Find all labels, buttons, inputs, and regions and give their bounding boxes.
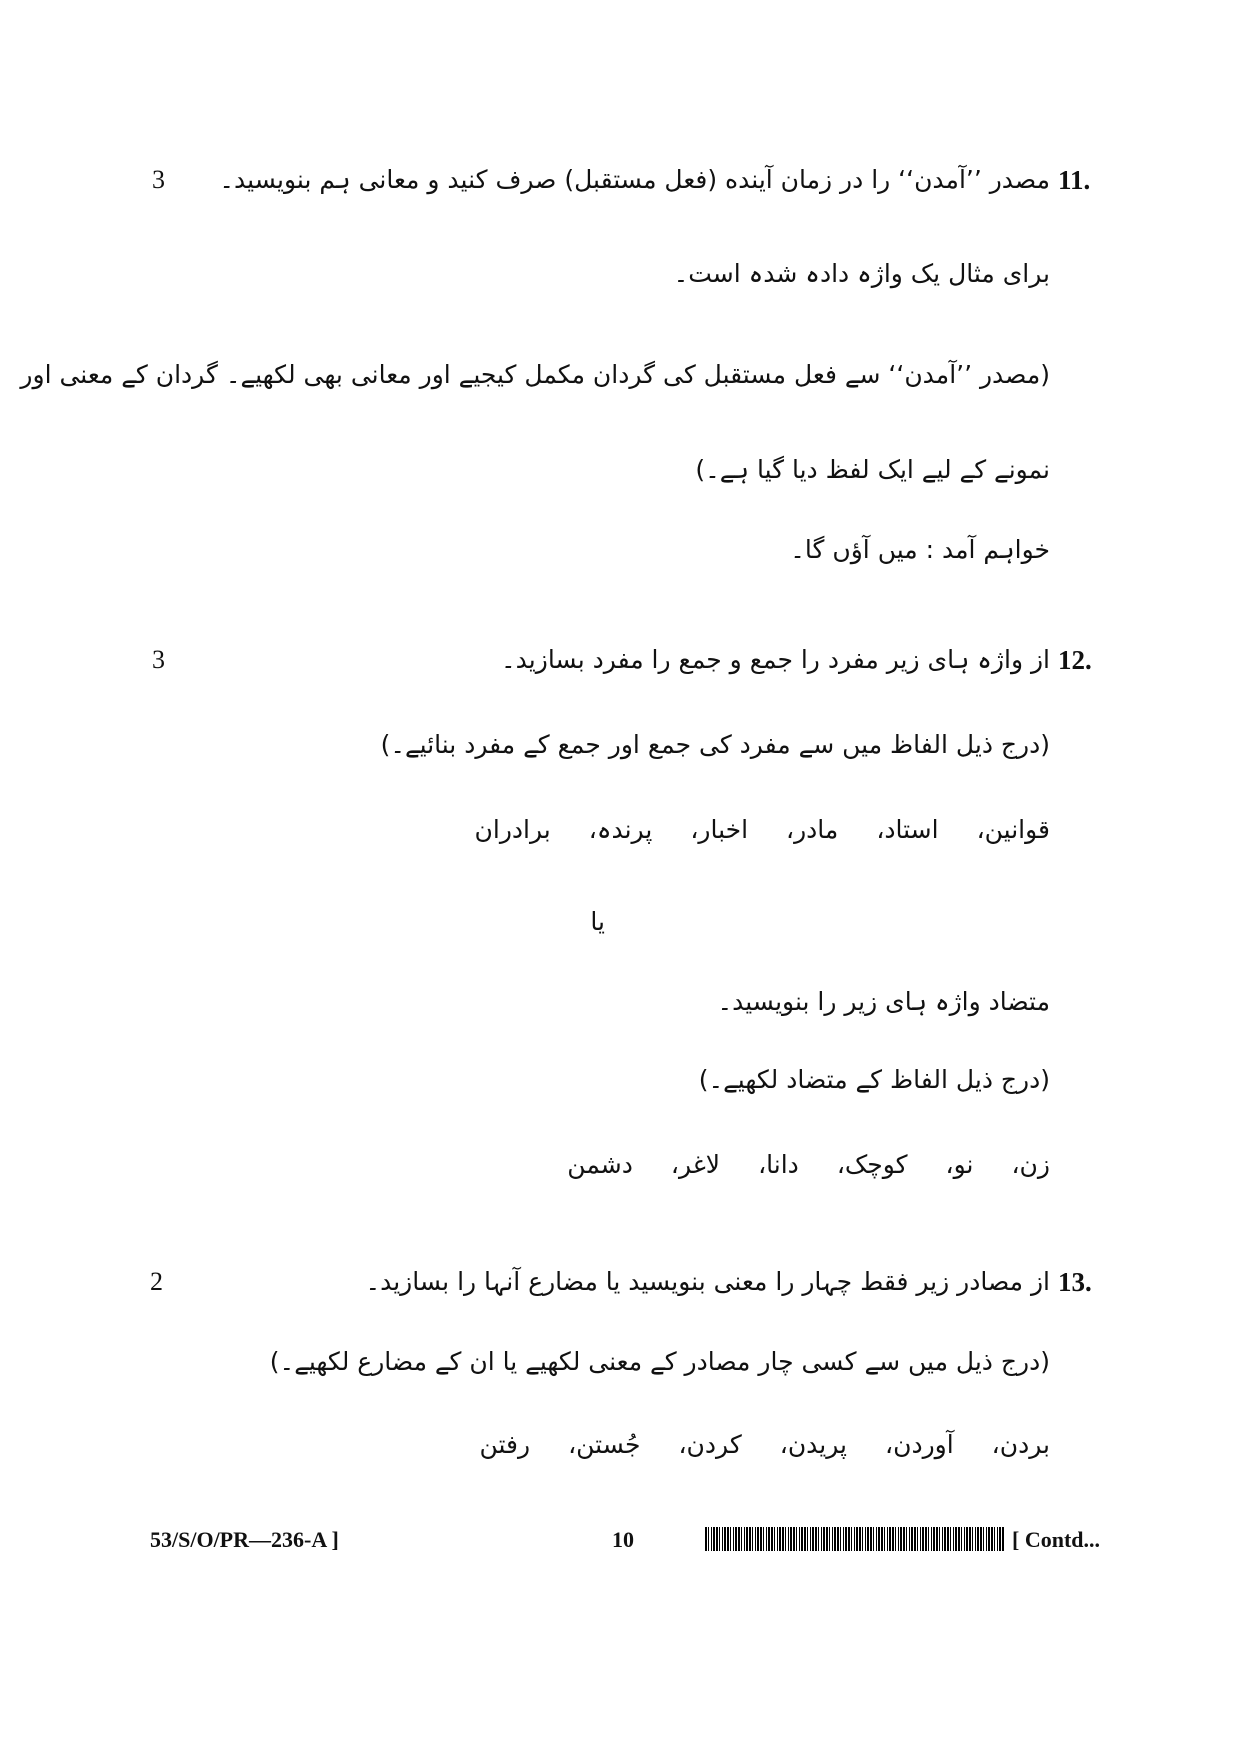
word-item: جُستن، — [568, 1430, 641, 1459]
paper-code: 53/S/O/PR—236-A ] — [150, 1527, 339, 1552]
q12-line-b1: متضاد واژہ ہای زیر را بنویسید۔ — [717, 987, 1050, 1016]
q11-line-4: نمونے کے لیے ایک لفظ دیا گیا ہے۔) — [695, 455, 1050, 484]
q11-marks: 3 — [152, 165, 165, 194]
word-item: پرندہ، — [588, 815, 653, 844]
word-item: استاد، — [876, 815, 939, 844]
q11-line-1: مصدر ’’آمدن‘‘ را در زمان آینده (فعل مستقبل) صرف کنید و معانی ہم بنویسید۔ — [219, 165, 1050, 194]
q12-words-a — [475, 810, 1050, 850]
word-item: دشمن — [567, 1150, 633, 1179]
q12-line-2: (درج ذیل الفاظ میں سے مفرد کی جمع اور جمع کے مفرد بنائیے۔) — [380, 730, 1050, 759]
continued-label: [ Contd... — [1012, 1527, 1101, 1552]
q13-words — [479, 1425, 1050, 1465]
q11-line-5: خواہم آمد : میں آؤں گا۔ — [790, 535, 1050, 564]
word-item: کردن، — [678, 1430, 742, 1459]
q13-marks: 2 — [150, 1267, 163, 1296]
word-item: زن، — [1011, 1150, 1050, 1179]
q13-line-2: (درج ذیل میں سے کسی چار مصادر کے معنی لکھیے یا ان کے مضارع لکھیے۔) — [269, 1347, 1050, 1376]
q12-or: یا — [590, 907, 605, 936]
word-item: آوردن، — [885, 1430, 954, 1459]
word-item: پریدن، — [779, 1430, 848, 1459]
word-item: قوانین، — [976, 815, 1050, 844]
q13-number: 13. — [1058, 1267, 1092, 1297]
q12-words-b — [567, 1145, 1050, 1185]
word-item: بردن، — [991, 1430, 1050, 1459]
word-item: مادر، — [786, 815, 839, 844]
word-item: اخبار، — [690, 815, 749, 844]
word-item: لاغر، — [670, 1150, 721, 1179]
q12-marks: 3 — [152, 645, 165, 674]
q11-line-2: برای مثال یک واژہ دادہ شدہ است۔ — [673, 259, 1050, 288]
q12-line-1: از واژہ ہای زیر مفرد را جمع و جمع را مفرد بسازید۔ — [501, 645, 1050, 674]
word-item: رفتن — [479, 1430, 531, 1459]
barcode-icon — [705, 1527, 1005, 1551]
page-number: 10 — [612, 1527, 634, 1552]
q12-number: 12. — [1058, 645, 1092, 675]
word-item: کوچک، — [836, 1150, 908, 1179]
word-item: برادران — [474, 815, 551, 844]
word-item: دانا، — [758, 1150, 799, 1179]
q11-line-3: (مصدر ’’آمدن‘‘ سے فعل مستقبل کی گردان مکمل کیجیے اور معانی بھی لکھیے۔ گردان کے معنی اور — [20, 360, 1050, 389]
word-item: نو، — [945, 1150, 974, 1179]
q13-line-1: از مصادر زیر فقط چہار را معنی بنویسید یا مضارع آنہا را بسازید۔ — [365, 1267, 1050, 1296]
q12-line-b2: (درج ذیل الفاظ کے متضاد لکھیے۔) — [698, 1065, 1050, 1094]
q11-number: 11. — [1058, 165, 1091, 195]
